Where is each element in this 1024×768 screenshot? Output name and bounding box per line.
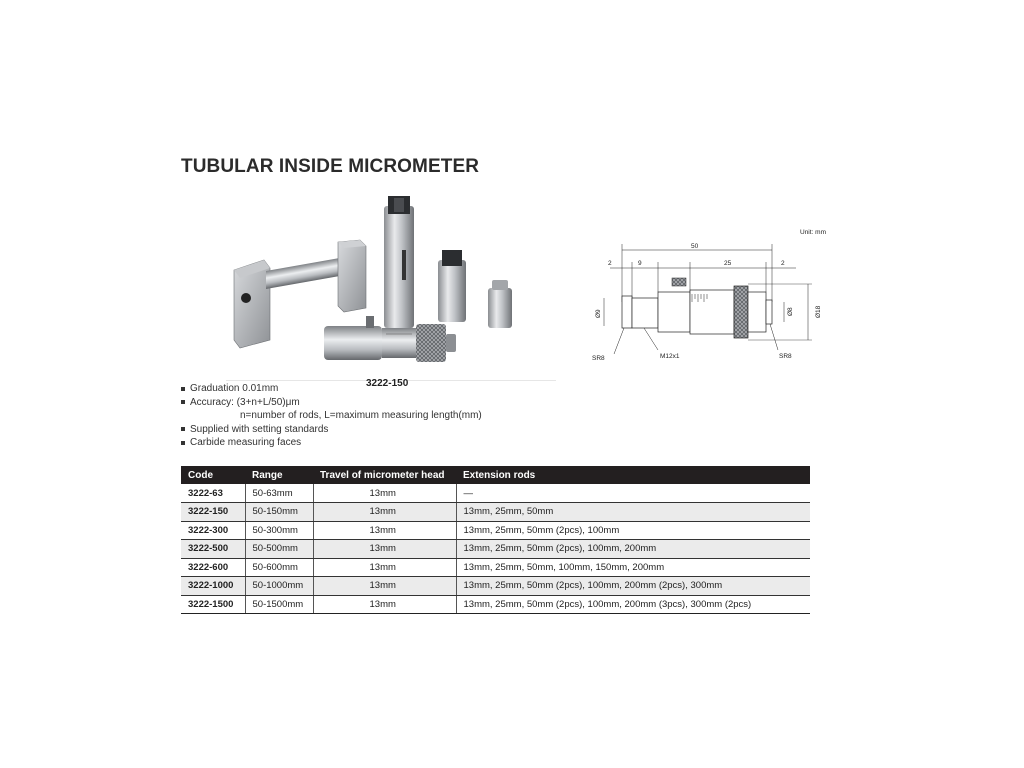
cell-range: 50-500mm [245, 540, 313, 559]
feature-item: Accuracy: (3+n+L/50)μm [181, 396, 482, 410]
cell-range: 50-300mm [245, 521, 313, 540]
model-label: 3222-150 [366, 378, 409, 389]
sr8-left: SR8 [592, 355, 605, 362]
spec-table [181, 466, 810, 614]
cell-code: 3222-500 [181, 540, 245, 559]
table-row [181, 577, 810, 596]
dia-8: Ø8 [787, 307, 794, 316]
header-range: Range [245, 466, 313, 484]
cell-travel: 13mm [313, 558, 456, 577]
dim-25: 25 [724, 260, 732, 267]
cell-rods: 13mm, 25mm, 50mm (2pcs), 100mm, 200mm (2pcs), 300mm [456, 577, 810, 596]
page-title: TUBULAR INSIDE MICROMETER [181, 156, 480, 177]
dia-18: Ø18 [815, 305, 822, 318]
feature-item: Graduation 0.01mm [181, 382, 482, 396]
cell-code: 3222-150 [181, 503, 245, 522]
cell-code: 3222-1000 [181, 577, 245, 596]
extension-rod-long [384, 196, 414, 328]
technical-drawing [578, 222, 840, 372]
product-photo [226, 190, 556, 385]
cell-travel: 13mm [313, 595, 456, 614]
table-row [181, 595, 810, 614]
bullet-icon [181, 387, 185, 391]
unit-label: Unit: mm [800, 229, 826, 236]
cell-travel: 13mm [313, 577, 456, 596]
thread-label: M12x1 [660, 353, 680, 360]
cell-rods: — [456, 484, 810, 503]
header-code: Code [181, 466, 245, 484]
cell-rods: 13mm, 25mm, 50mm [456, 503, 810, 522]
cell-rods: 13mm, 25mm, 50mm (2pcs), 100mm [456, 521, 810, 540]
cell-travel: 13mm [313, 521, 456, 540]
cell-rods: 13mm, 25mm, 50mm (2pcs), 100mm, 200mm (3pcs), 300mm (2pcs) [456, 595, 810, 614]
cell-rods: 13mm, 25mm, 50mm (2pcs), 100mm, 200mm [456, 540, 810, 559]
header-rods: Extension rods [456, 466, 810, 484]
dia-9: Ø9 [595, 309, 602, 318]
feature-note: n=number of rods, L=maximum measuring length(mm) [240, 410, 482, 421]
dim-2-right: 2 [781, 260, 785, 267]
header-travel: Travel of micrometer head [313, 466, 456, 484]
table-row [181, 484, 810, 503]
cell-range: 50-150mm [245, 503, 313, 522]
extension-rod-short [488, 280, 512, 328]
table-header-row [181, 466, 810, 484]
bullet-icon [181, 441, 185, 445]
table-row [181, 540, 810, 559]
features-list [181, 382, 482, 450]
cell-rods: 13mm, 25mm, 50mm, 100mm, 150mm, 200mm [456, 558, 810, 577]
cell-code: 3222-1500 [181, 595, 245, 614]
feature-item: Supplied with setting standards [181, 423, 482, 437]
extension-rod-medium [438, 250, 466, 322]
dim-2-left: 2 [608, 260, 612, 267]
table-row [181, 558, 810, 577]
cell-code: 3222-300 [181, 521, 245, 540]
cell-travel: 13mm [313, 503, 456, 522]
bullet-icon [181, 400, 185, 404]
feature-item: Carbide measuring faces [181, 436, 482, 450]
bullet-icon [181, 427, 185, 431]
cell-travel: 13mm [313, 540, 456, 559]
dim-9: 9 [638, 260, 642, 267]
cell-range: 50-1500mm [245, 595, 313, 614]
cell-range: 50-600mm [245, 558, 313, 577]
cell-travel: 13mm [313, 484, 456, 503]
sr8-right: SR8 [779, 353, 792, 360]
cell-range: 50-63mm [245, 484, 313, 503]
table-row [181, 503, 810, 522]
dim-50: 50 [691, 243, 699, 250]
table-row [181, 521, 810, 540]
cell-range: 50-1000mm [245, 577, 313, 596]
cell-code: 3222-63 [181, 484, 245, 503]
cell-code: 3222-600 [181, 558, 245, 577]
